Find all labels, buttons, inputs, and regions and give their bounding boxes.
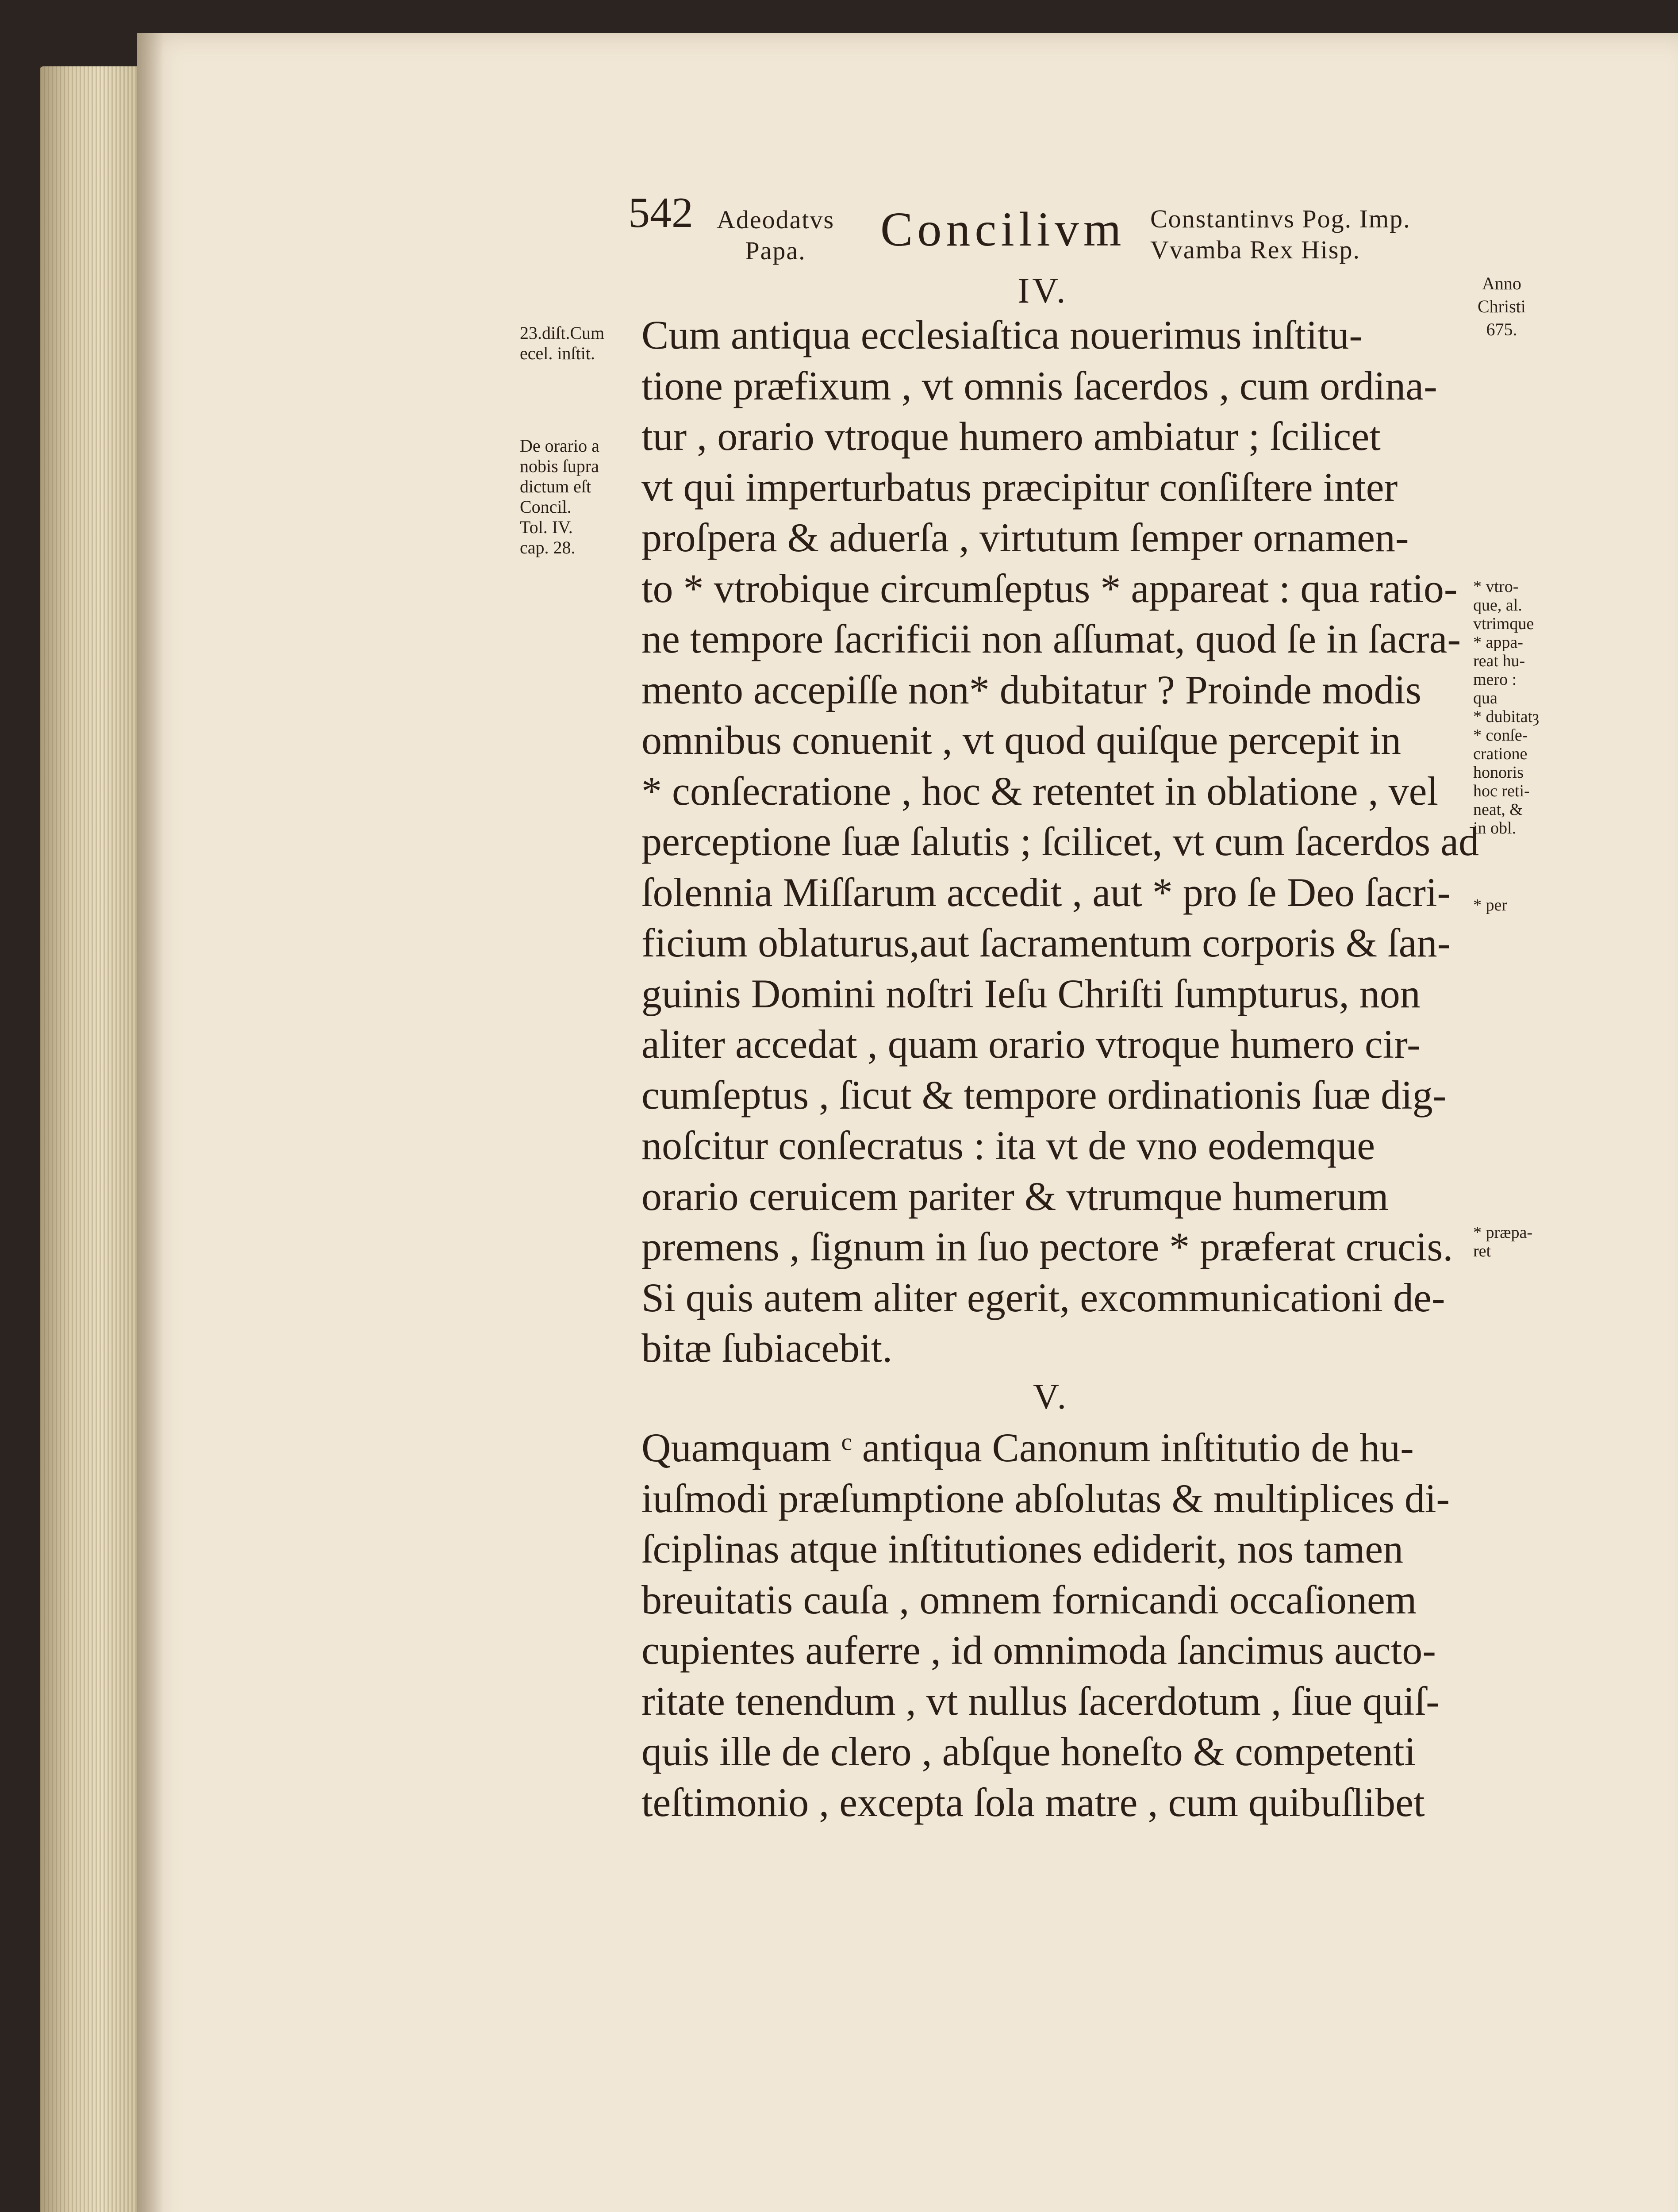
margin-note-left-2: De orario a nobis ſupra dictum eſt Concil. Tol. IV. cap. 28. [520,436,599,557]
text-line: vt qui imperturbatus præcipitur conſiſtere inter [641,464,1398,510]
text-line: premens , ſignum in ſuo pectore * præferat crucis. [641,1224,1453,1269]
page-number: 542 [628,189,693,237]
margin-note-right-1: * vtro- que, al. vtrimque * appa- reat hu- mero : qua * dubitatȝ * conſe- cratione honoris hoc reti- neat, & in obl. [1473,577,1540,837]
book-page-edges [40,66,142,2212]
margin-note-left-1: 23.diſt.Cum ecel. inſtit. [520,323,605,363]
text-line: Quamquam ᶜ antiqua Canonum inſtitutio de hu- [641,1425,1414,1470]
section-iv-numeral: IV. [1018,270,1068,311]
text-line: ſolennia Miſſarum accedit , aut * pro ſe Deo ſacri- [641,869,1451,915]
text-line: ne tempore ſacrificii non aſſumat, quod ſe in ſacra- [641,616,1461,661]
text-line: Cum antiqua ecclesiaſtica nouerimus inſtitu- [641,312,1363,357]
text-line: teſtimonio , excepta ſola matre , cum quibuſlibet [641,1779,1425,1825]
year-note: Anno Christi 675. [1478,273,1526,339]
margin-note-right-2: * per [1473,896,1508,914]
text-line: mento accepiſſe non* dubitatur ? Proinde modis [641,667,1421,712]
text-line: breuitatis cauſa , omnem fornicandi occaſionem [641,1577,1417,1622]
text-line: ſciplinas atque inſtitutiones ediderit, nos tamen [641,1526,1404,1571]
left-heading: Adeodatvs Papa. [717,205,835,265]
text-line: to * vtrobique circumſeptus * appareat : qua ratio- [641,565,1458,611]
text-line: Si quis autem aliter egerit, excommunicationi de- [641,1275,1445,1320]
text-line: aliter accedat , quam orario vtroque humero cir- [641,1022,1421,1067]
text-line: bitæ ſubiacebit. [641,1325,893,1371]
text-line: tione præfixum , vt omnis ſacerdos , cum ordina- [641,363,1437,408]
right-heading: Constantinvs Pog. Imp. Vvamba Rex Hisp. [1150,204,1411,264]
text-line: omnibus conuenit , vt quod quiſque percepit in [641,718,1402,763]
text-line: cupientes auferre , id omnimoda ſancimus aucto- [641,1628,1436,1673]
text-line: ficium oblaturus,aut ſacramentum corporis & ſan- [641,920,1451,965]
text-line: noſcitur conſecratus : ita vt de vno eodemque [641,1123,1375,1168]
text-line: quis ille de clero , abſque honeſto & competenti [641,1729,1416,1774]
text-line: guinis Domini noſtri Ieſu Chriſti ſumpturus, non [641,971,1421,1016]
text-line: proſpera & aduerſa , virtutum ſemper ornamen- [641,515,1409,560]
text-line: ritate tenendum , vt nullus ſacerdotum , ſiue quiſ- [641,1678,1440,1724]
text-line: perceptione ſuæ ſalutis ; ſcilicet, vt cum ſacerdos ad [641,819,1479,864]
section-v-numeral: V. [1033,1376,1069,1417]
text-line: tur , orario vtroque humero ambiatur ; ſcilicet [641,414,1381,459]
text-line: orario ceruicem pariter & vtrumque humerum [641,1173,1389,1219]
page-title: Concilivm [880,202,1126,256]
margin-note-right-3: * præpa- ret [1473,1223,1533,1260]
text-line: cumſeptus , ſicut & tempore ordinationis ſuæ dig- [641,1072,1447,1118]
spine-shadow [137,33,164,2212]
text-line: iuſmodi præſumptione abſolutas & multiplices di- [641,1475,1450,1521]
text-line: * conſecratione , hoc & retentet in oblatione , vel [641,768,1439,814]
